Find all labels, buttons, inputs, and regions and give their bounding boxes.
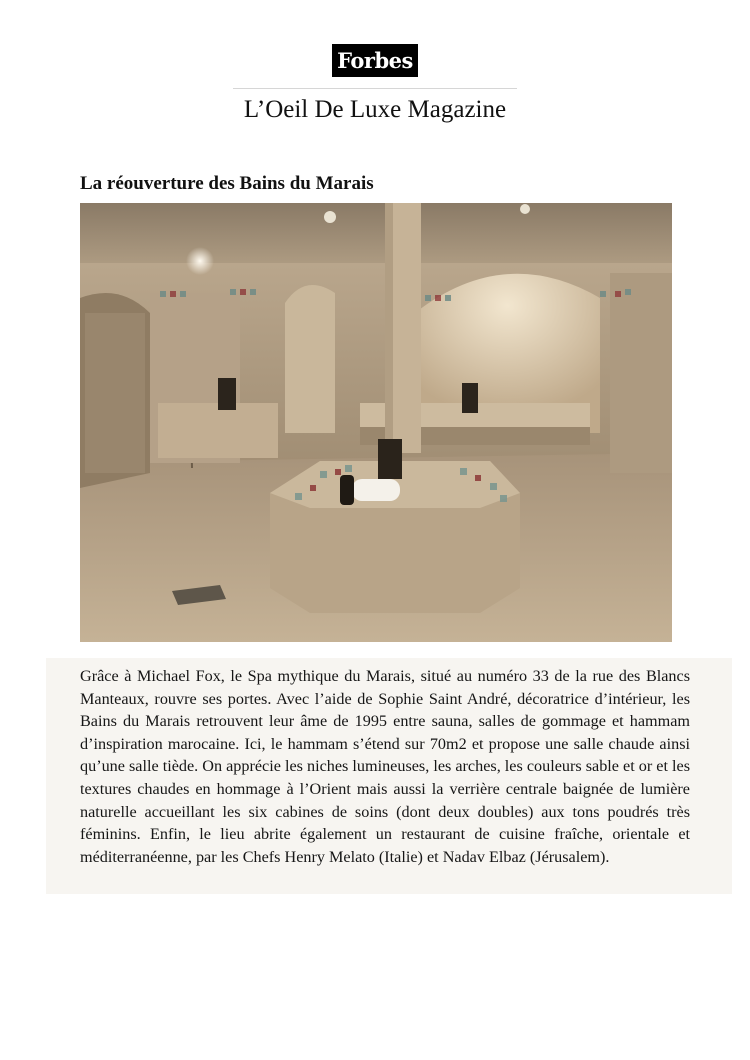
- forbes-logo: Forbes: [332, 44, 418, 77]
- article-body-block: [46, 658, 732, 894]
- article-body: Grâce à Michael Fox, le Spa mythique du Marais, situé au numéro 33 de la rue des Blancs Manteaux, rouvre ses portes. Avec l’aide de Sophie Saint André, décoratrice d’intérieur, les Bains du Marais retrouvent leur âme de 1995 entre sauna, salles de gommage et hammam d’inspiration marocaine. Ici, le hammam s’étend sur 70m2 et propose une salle chaude ainsi qu’une salle tiède. On apprécie les niches lumineuses, les arches, les couleurs sable et or et les textures chaudes en hommage à l’Orient mais aussi la verrière centrale baignée de lumière naturelle accueillant les six cabines de soins (dont deux doubles) aux tons poudrés très féminins. Enfin, le lieu abrite également un restaurant de cuisine fraîche, orientale et méditerranéenne, par les Chefs Henry Melato (Italie) et Nadav Elbaz (Jérusalem).: [80, 667, 690, 866]
- header-divider: [233, 88, 517, 89]
- hammam-photo: [80, 203, 672, 642]
- magazine-title: L’Oeil De Luxe Magazine: [243, 96, 507, 123]
- article-headline: La réouverture des Bains du Marais: [80, 173, 374, 194]
